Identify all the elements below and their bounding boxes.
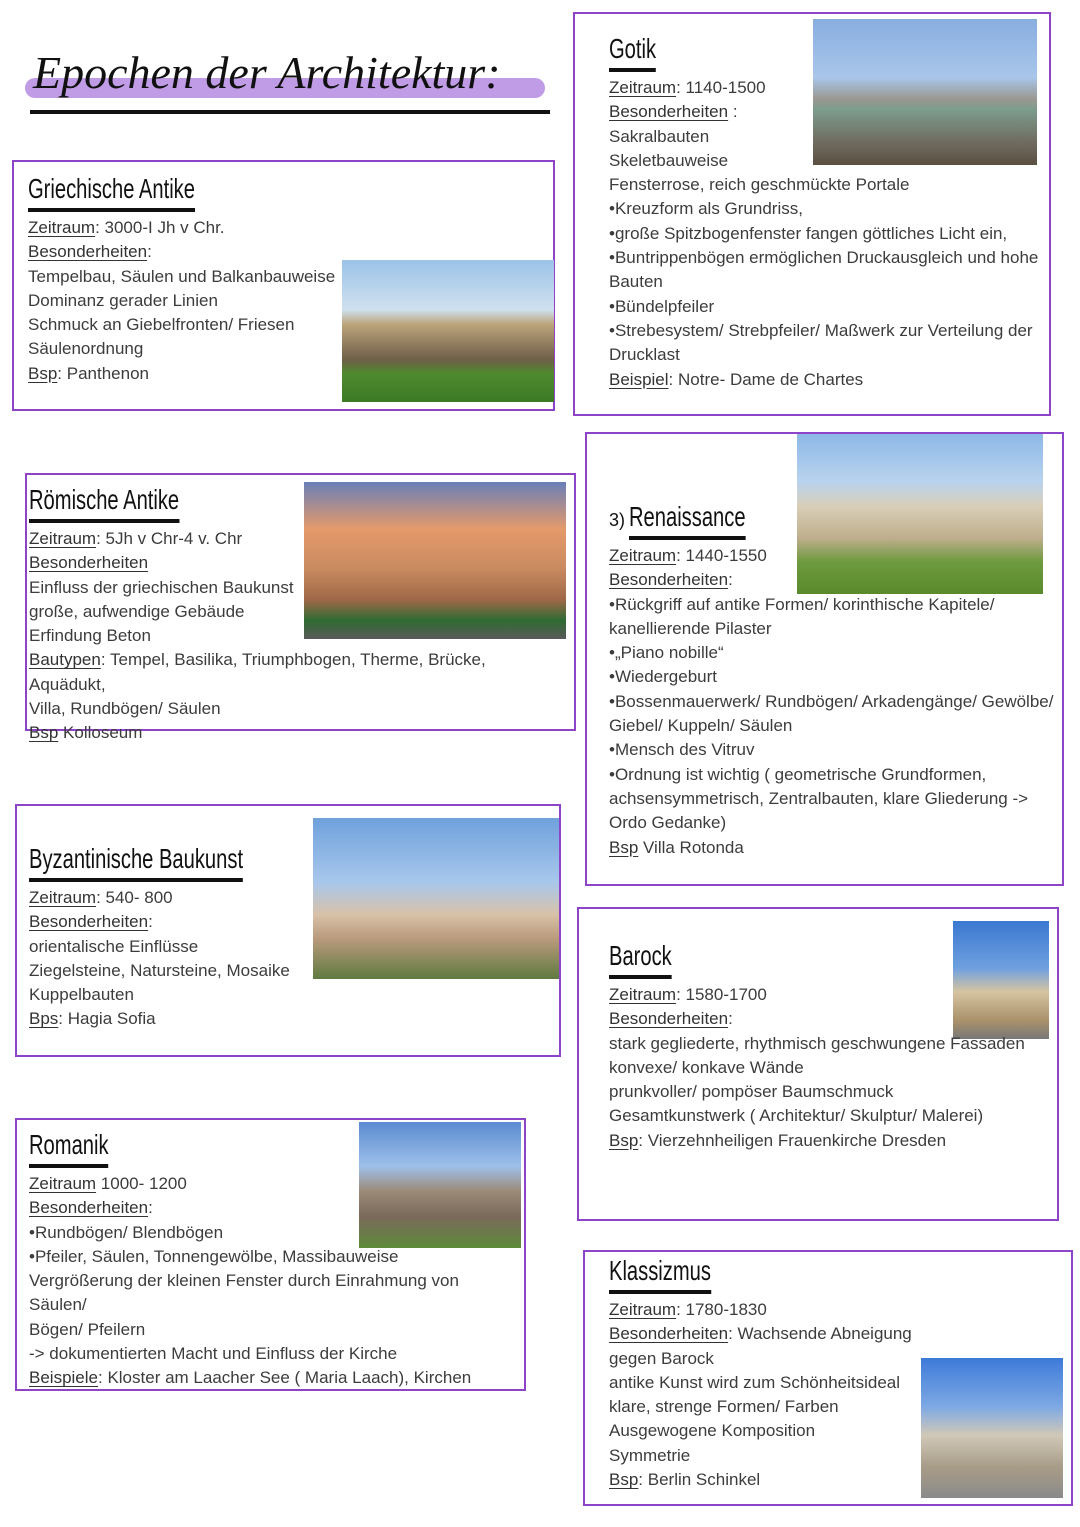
field-text: Säulenordnung (28, 339, 144, 359)
field-text: : 1780-1830 (676, 1300, 767, 1319)
field-text: konvexe/ konkave Wände (609, 1057, 804, 1077)
field-label: Besonderheiten (29, 1198, 149, 1218)
card-line (609, 1347, 1063, 1371)
card-byzantinische-baukunst (15, 804, 561, 1057)
field-label: Beispiele (29, 1368, 98, 1388)
card-line (609, 100, 1041, 124)
field-text: Schmuck an Giebelfronten/ Friesen (28, 315, 295, 335)
field-text: Ausgewogene Komposition (609, 1421, 816, 1441)
card-heading (29, 483, 566, 527)
field-text: : (147, 242, 152, 262)
field-label: Beispiel (609, 369, 669, 389)
card-line (609, 197, 1041, 221)
card-line (29, 1172, 516, 1196)
field-label: Bsp (609, 837, 639, 857)
card-line (609, 270, 1041, 294)
card-title: Klassizmus (609, 1254, 711, 1294)
card-title: Byzantinische Baukunst (29, 842, 243, 882)
card-line (609, 983, 1049, 1007)
field-label: Besonderheiten (609, 102, 729, 122)
card-line (29, 648, 566, 697)
card-line (29, 959, 551, 983)
field-text: Ziegelsteine, Natursteine, Mosaike (29, 960, 290, 980)
card-barock (577, 907, 1059, 1221)
card-line (609, 1468, 1063, 1492)
card-line (29, 1342, 516, 1366)
field-label: Besonderheiten (609, 1324, 729, 1344)
field-text: : (728, 1009, 733, 1029)
field-text: Bögen/ Pfeilern (29, 1319, 146, 1339)
card-line (609, 149, 1041, 173)
field-text: Dominanz gerader Linien (28, 290, 218, 310)
field-text: : Vierzehnheiligen Frauenkirche Dresden (638, 1130, 947, 1150)
field-label: Zeitraum (29, 888, 97, 907)
card-romanik (15, 1118, 526, 1391)
field-text: : (728, 102, 738, 122)
card-line (609, 368, 1041, 392)
field-text: stark gegliederte, rhythmisch geschwungene Fassaden (609, 1033, 1025, 1053)
card-line (609, 738, 1054, 762)
field-text: orientalische Einflüsse (29, 936, 199, 956)
field-text: : Wachsende Abneigung (728, 1324, 912, 1344)
card-title: Renaissance (629, 500, 746, 540)
field-text: : 3000-I Jh v Chr. (95, 218, 225, 237)
field-text: : Kloster am Laacher See ( Maria Laach), Kirchen (98, 1368, 472, 1388)
field-text: •Buntrippenbögen ermöglichen Druckausgleich und hohe (609, 248, 1039, 268)
field-label: Zeitraum (609, 985, 677, 1004)
field-label: Zeitraum (609, 546, 677, 565)
field-text: antike Kunst wird zum Schönheitsideal (609, 1372, 901, 1392)
field-text: Gesamtkunstwerk ( Architektur/ Skulptur/ Malerei) (609, 1106, 984, 1126)
field-label: Zeitraum (29, 529, 97, 548)
field-text: : 540- 800 (96, 888, 173, 907)
field-text: •Bossenmauerwerk/ Rundbögen/ Arkadengänge/ Gewölbe/ (609, 691, 1054, 711)
field-text: gegen Barock (609, 1348, 714, 1368)
card-line (29, 1007, 551, 1031)
card-title: Römische Antike (29, 483, 179, 523)
card-line (609, 690, 1054, 714)
field-text: •Ordnung ist wichtig ( geometrische Grundformen, (609, 764, 987, 784)
card-gotik (573, 12, 1051, 416)
field-text: •Wiedergeburt (609, 667, 718, 687)
field-text: •Pfeiler, Säulen, Tonnengewölbe, Massibauweise (29, 1246, 399, 1266)
card-line (609, 1032, 1049, 1056)
card-line (609, 222, 1041, 246)
field-label: Besonderheiten (29, 553, 149, 573)
card-line (28, 337, 545, 361)
card-line (609, 1322, 1063, 1346)
field-text: prunkvoller/ pompöser Baumschmuck (609, 1082, 894, 1102)
card-griechische-antike (12, 160, 555, 411)
card-heading (609, 32, 1041, 76)
card-heading (28, 172, 545, 216)
card-line (609, 811, 1054, 835)
field-text: Tempelbau, Säulen und Balkanbauweise (28, 266, 336, 286)
card-line (29, 527, 566, 551)
card-line (29, 600, 566, 624)
field-text: Drucklast (609, 345, 680, 365)
field-text: 1000- 1200 (96, 1174, 187, 1193)
field-label: Bps (29, 1009, 59, 1029)
card-line (609, 836, 1054, 860)
card-line (29, 576, 566, 600)
card-line (609, 246, 1041, 270)
card-line (609, 1419, 1063, 1443)
field-text: : Berlin Schinkel (638, 1470, 761, 1490)
field-label: Bsp (28, 363, 58, 383)
field-text: •Rückgriff auf antike Formen/ korinthische Kapitele/ (609, 594, 995, 614)
card-line (28, 289, 545, 313)
field-label: Bsp (29, 723, 59, 743)
card-line (609, 76, 1041, 100)
field-label: Zeitraum (609, 1300, 677, 1319)
card-line (29, 886, 551, 910)
field-text: : Panthenon (57, 363, 149, 383)
field-text: Erfindung Beton (29, 626, 151, 646)
card-line (609, 1056, 1049, 1080)
card-heading (29, 1128, 516, 1172)
card-heading (609, 939, 1049, 983)
field-text: Villa, Rundbögen/ Säulen (29, 699, 221, 719)
field-text: Symmetrie (609, 1445, 691, 1465)
card-line (609, 1395, 1063, 1419)
card-title: Romanik (29, 1128, 109, 1168)
card-line (609, 568, 1054, 592)
field-label: Besonderheiten (28, 242, 148, 262)
field-text: kanellierende Pilaster (609, 618, 772, 638)
field-text: große, aufwendige Gebäude (29, 601, 245, 621)
page-title-text: Epochen der Architektur: (33, 47, 501, 98)
field-label: Bsp (609, 1130, 639, 1150)
card-title: Barock (609, 939, 672, 979)
field-text: Bauten (609, 272, 663, 292)
field-label: Zeitraum (29, 1174, 97, 1193)
field-label: Zeitraum (609, 78, 677, 97)
card-line (29, 935, 551, 959)
card-line (29, 983, 551, 1007)
card-line (609, 173, 1041, 197)
card-line (609, 319, 1041, 343)
field-text: •Bündelpfeiler (609, 296, 715, 316)
card-line (609, 665, 1054, 689)
card-line (29, 551, 566, 575)
card-line (29, 1245, 516, 1269)
field-text: : Hagia Sofia (58, 1009, 156, 1029)
card-line (609, 787, 1054, 811)
card-line (29, 1269, 516, 1318)
field-label: Zeitraum (28, 218, 96, 237)
card-heading (609, 1254, 1063, 1298)
field-text: klare, strenge Formen/ Farben (609, 1397, 839, 1417)
field-text: Ordo Gedanke) (609, 813, 727, 833)
card-line (29, 1318, 516, 1342)
field-text: •Mensch des Vitruv (609, 740, 755, 760)
card-line (29, 1221, 516, 1245)
card-line (28, 265, 545, 289)
card-line (29, 1366, 516, 1390)
card-roemische-antike (25, 473, 576, 743)
title-underline (30, 110, 550, 114)
field-text: •Kreuzform als Grundriss, (609, 199, 803, 219)
field-text: Skeletbauweise (609, 150, 729, 170)
card-line (29, 697, 566, 721)
field-text: : 1580-1700 (676, 985, 767, 1004)
field-text: Sakralbauten (609, 126, 710, 146)
card-line (609, 1080, 1049, 1104)
field-label: Besonderheiten (609, 1009, 729, 1029)
card-line (609, 1371, 1063, 1395)
field-text: Kolloseum (58, 723, 143, 743)
card-title: Griechische Antike (28, 172, 195, 212)
card-line (29, 721, 566, 745)
card-line (28, 362, 545, 386)
field-text: Fensterrose, reich geschmückte Portale (609, 175, 910, 195)
card-line (609, 617, 1054, 641)
field-text: •Rundbögen/ Blendbögen (29, 1222, 224, 1242)
card-heading (609, 500, 1054, 544)
field-text: : (148, 1198, 153, 1218)
field-text: : Notre- Dame de Chartes (668, 369, 864, 389)
card-line (609, 763, 1054, 787)
field-text: Vergrößerung der kleinen Fenster durch Einrahmung von Säulen/ (29, 1271, 459, 1315)
card-line (609, 593, 1054, 617)
card-line (28, 216, 545, 240)
field-text: : (148, 912, 153, 932)
card-line (609, 1129, 1049, 1153)
field-text: •Strebesystem/ Strebpfeiler/ Maßwerk zur Verteilung der (609, 320, 1033, 340)
field-text: : Tempel, Basilika, Triumphbogen, Therme, Brücke, Aquädukt, (29, 650, 486, 694)
field-text: : (728, 570, 733, 590)
card-line (609, 1298, 1063, 1322)
card-line (29, 624, 566, 648)
card-line (609, 641, 1054, 665)
field-label: Bsp (609, 1470, 639, 1490)
card-line (609, 1007, 1049, 1031)
card-line (609, 1104, 1049, 1128)
card-line (609, 1444, 1063, 1468)
card-heading (29, 842, 551, 886)
card-line (28, 240, 545, 264)
field-text: : 1440-1550 (676, 546, 767, 565)
field-label: Bautypen (29, 650, 101, 670)
field-text: achsensymmetrisch, Zentralbauten, klare Gliederung -> (609, 788, 1029, 808)
field-text: -> dokumentierten Macht und Einfluss der Kirche (29, 1344, 398, 1364)
card-klassizmus (583, 1250, 1073, 1506)
field-text: Villa Rotonda (638, 837, 744, 857)
field-text: •„Piano nobille“ (609, 643, 724, 663)
card-line (609, 544, 1054, 568)
card-line (609, 343, 1041, 367)
field-text: Einfluss der griechischen Baukunst (29, 577, 294, 597)
card-line (29, 910, 551, 934)
card-title: Gotik (609, 32, 656, 72)
section-number: 3) (609, 510, 626, 530)
field-text: Kuppelbauten (29, 985, 134, 1005)
card-line (609, 295, 1041, 319)
card-line (29, 1196, 516, 1220)
field-text: : 5Jh v Chr-4 v. Chr (96, 529, 243, 548)
field-label: Besonderheiten (29, 912, 149, 932)
card-line (28, 313, 545, 337)
field-label: Besonderheiten (609, 570, 729, 590)
card-line (609, 125, 1041, 149)
field-text: Giebel/ Kuppeln/ Säulen (609, 716, 793, 736)
page-title (25, 38, 555, 118)
card-renaissance (585, 432, 1064, 886)
field-text: : 1140-1500 (676, 78, 766, 97)
field-text: •große Spitzbogenfenster fangen göttliches Licht ein, (609, 223, 1008, 243)
card-line (609, 714, 1054, 738)
